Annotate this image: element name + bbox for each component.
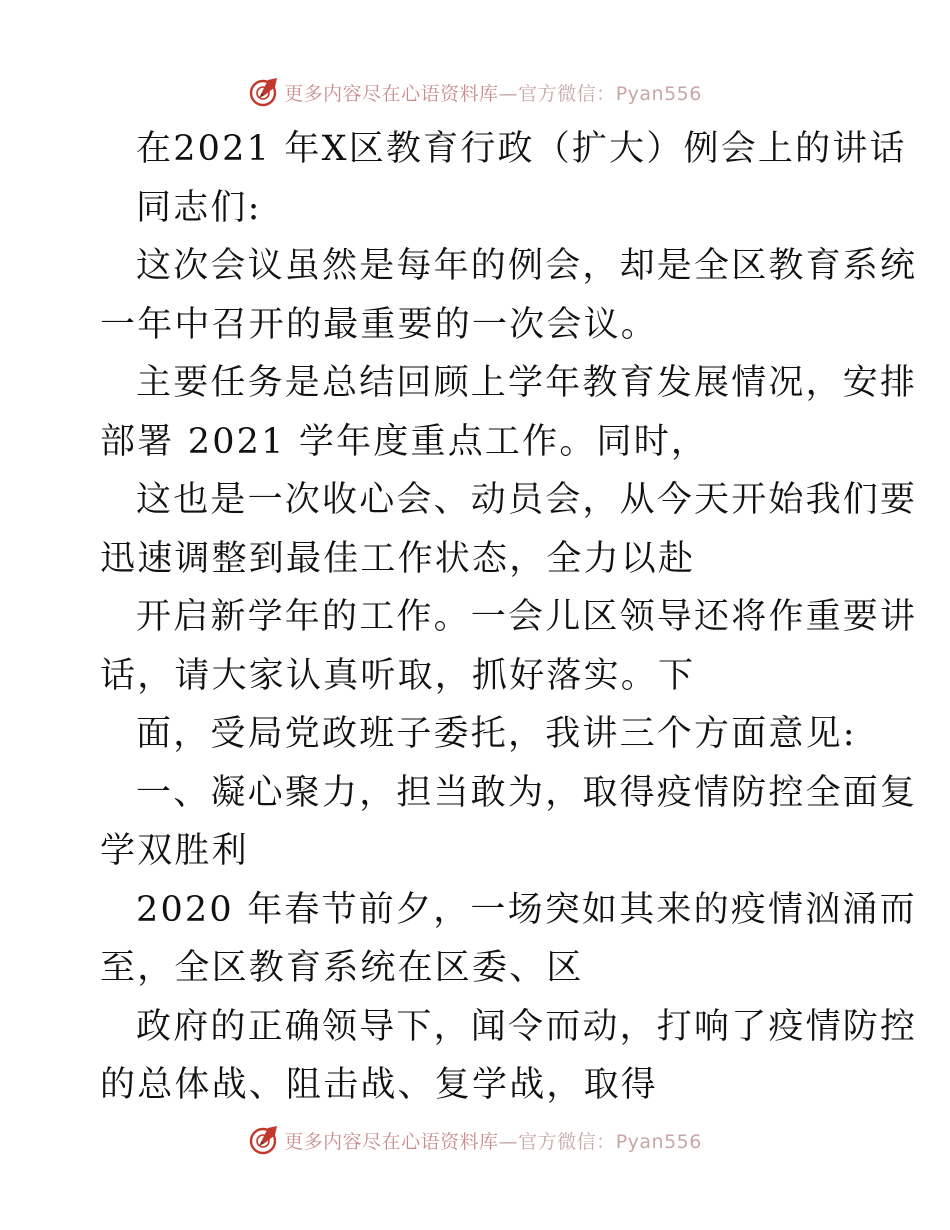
text-line: 开启新学年的工作。一会儿区领导还将作重要讲: [136, 597, 918, 637]
text-line: 部署 2021 学年度重点工作。同时，: [100, 421, 709, 462]
text-line: 政府的正确领导下，闻令而动，打响了疫情防控: [136, 1006, 918, 1047]
speech-body: [100, 120, 918, 1115]
text-line: 至，全区教育系统在区委、区: [100, 948, 584, 988]
text-line: 同志们:: [136, 187, 262, 228]
text-line: 的总体战、阻击战、复学战，取得: [100, 1065, 659, 1105]
watermark-header: [0, 72, 950, 112]
watermark-text: 更多内容尽在心语资料库—官方微信：Pyan556: [284, 1130, 702, 1153]
text-line: 迅速调整到最佳工作状态，全力以赴: [100, 538, 696, 579]
pen-logo-icon: [248, 1124, 280, 1156]
watermark-footer: [0, 1120, 950, 1160]
text-line: 面，受局党政班子委托，我讲三个方面意见:: [136, 714, 857, 754]
text-line: 一年中召开的最重要的一次会议。: [100, 304, 659, 345]
pen-logo-icon: [248, 76, 280, 108]
text-line: 学双胜利: [100, 831, 249, 871]
speech-title: 在2021 年X区教育行政（扩大）例会上的讲话: [136, 129, 907, 169]
text-line: 话，请大家认真听取，抓好落实。下: [100, 655, 696, 696]
text-line: 这次会议虽然是每年的例会，却是全区教育系统: [136, 246, 918, 286]
text-line: 2020 年春节前夕，一场突如其来的疫情汹涌而: [136, 889, 917, 930]
watermark-text: 更多内容尽在心语资料库—官方微信：Pyan556: [284, 82, 702, 105]
text-line: 主要任务是总结回顾上学年教育发展情况，安排: [136, 363, 918, 403]
text-line: 一、凝心聚力，担当敢为，取得疫情防控全面复: [136, 772, 918, 813]
text-line: 这也是一次收心会、动员会，从今天开始我们要: [136, 480, 918, 520]
